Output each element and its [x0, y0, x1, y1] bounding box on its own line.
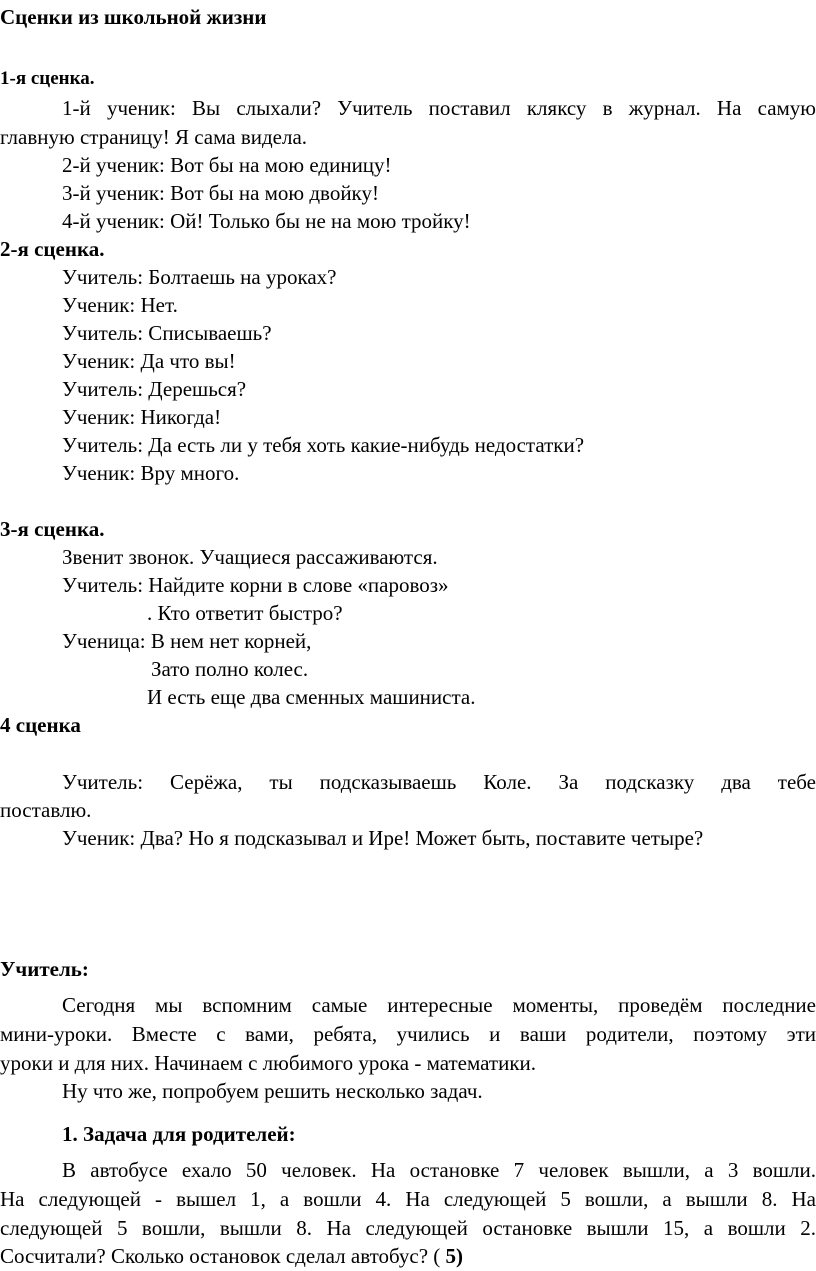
- teacher-heading: Учитель:: [0, 957, 89, 981]
- scene4-heading: 4 сценка: [0, 713, 81, 737]
- scene1-line: 3-й ученик: Вот бы на мою двойку!: [62, 181, 379, 205]
- scene3-line: . Кто ответит быстро?: [147, 601, 343, 625]
- teacher-line: мини-уроки. Вместе с вами, ребята, учились и ваши родители, поэтому эти: [0, 1022, 816, 1046]
- scene3-line: И есть еще два сменных машиниста.: [147, 685, 476, 709]
- document-title: Сценки из школьной жизни: [0, 5, 267, 29]
- scene1-line: 1-й ученик: Вы слыхали? Учитель поставил кляксу в журнал. На самую: [62, 96, 816, 120]
- scene2-line: Учитель: Да есть ли у тебя хоть какие-нибудь недостатки?: [62, 433, 585, 457]
- scene2-heading: 2-я сценка.: [0, 237, 105, 261]
- teacher-line: уроки и для них. Начинаем с любимого урока - математики.: [0, 1051, 537, 1075]
- task1-last-line: [0, 1242, 463, 1271]
- scene3-line: Звенит звонок. Учащиеся рассаживаются.: [62, 545, 438, 569]
- scene2-line: Ученик: Никогда!: [62, 405, 222, 429]
- scene2-line: Ученик: Нет.: [62, 293, 178, 317]
- scene2-line: Ученик: Вру много.: [62, 461, 240, 485]
- scene2-line: Учитель: Списываешь?: [62, 321, 272, 345]
- task1-line: следующей 5 вошли, вышли 8. На следующей остановке вышли 15, а вошли 2.: [0, 1216, 816, 1240]
- scene3-line: Ученица: В нем нет корней,: [62, 629, 312, 653]
- scene1-line: 2-й ученик: Вот бы на мою единицу!: [62, 153, 392, 177]
- teacher-line: Сегодня мы вспомним самые интересные моменты, проведём последние: [62, 993, 816, 1017]
- task1-question: Сосчитали? Сколько остановок сделал автобус? (: [0, 1244, 446, 1268]
- scene1-heading: 1-я сценка.: [0, 68, 95, 89]
- teacher-line: Ну что же, попробуем решить несколько задач.: [62, 1079, 483, 1103]
- scene1-line: 4-й ученик: Ой! Только бы не на мою тройку!: [62, 209, 471, 233]
- scene2-line: Учитель: Дерешься?: [62, 377, 247, 401]
- scene4-line: Учитель: Серёжа, ты подсказываешь Коле. За подсказку два тебе: [62, 770, 816, 794]
- scene2-line: Учитель: Болтаешь на уроках?: [62, 265, 337, 289]
- scene2-line: Ученик: Да что вы!: [62, 349, 236, 373]
- task1-line: На следующей - вышел 1, а вошли 4. На следующей 5 вошли, а вышли 8. На: [0, 1187, 816, 1211]
- task1-line: В автобусе ехало 50 человек. На остановке 7 человек вышли, а 3 вошли.: [62, 1158, 816, 1182]
- task1-answer: 5): [445, 1244, 464, 1268]
- scene3-line: Учитель: Найдите корни в слове «паровоз»: [62, 573, 449, 597]
- scene3-heading: 3-я сценка.: [0, 517, 105, 541]
- scene4-line: Ученик: Два? Но я подсказывал и Ире! Может быть, поставите четыре?: [62, 826, 704, 850]
- scene4-line: поставлю.: [0, 798, 92, 822]
- scene3-line: Зато полно колес.: [151, 657, 309, 681]
- task1-heading: 1. Задача для родителей:: [62, 1122, 296, 1146]
- scene1-line: главную страницу! Я сама видела.: [0, 125, 308, 149]
